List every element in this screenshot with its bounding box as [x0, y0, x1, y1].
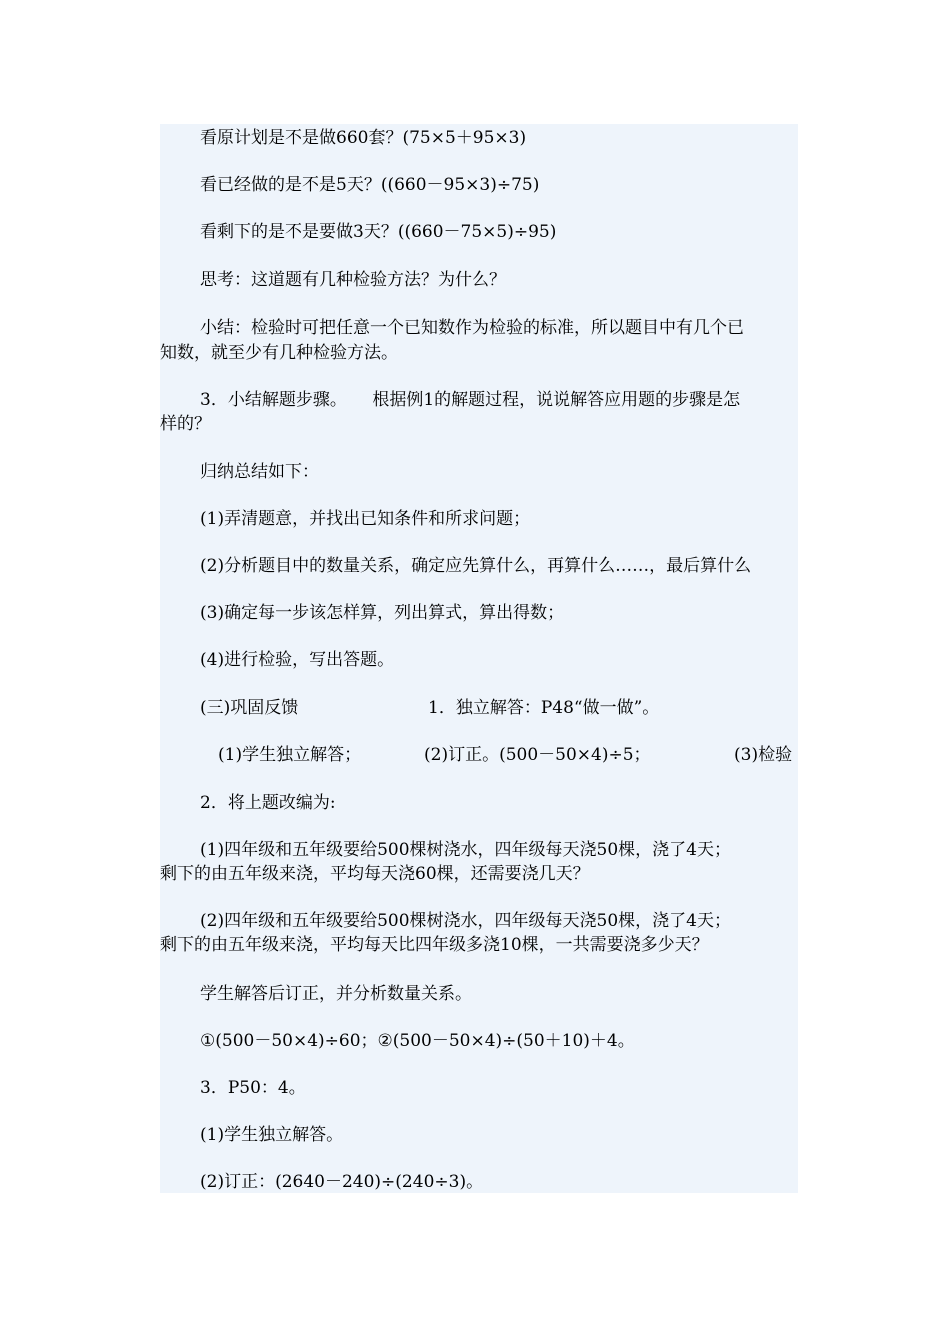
- check-remaining-line: 看剩下的是不是要做3天？((660－75×5)÷95): [200, 222, 557, 242]
- conclusion-heading: 归纳总结如下：: [200, 462, 319, 482]
- steps-heading-line-1: 3．小结解题步骤。 根据例1的解题过程，说说解答应用题的步骤是怎: [200, 390, 741, 410]
- think-question: 思考：这道题有几种检验方法？为什么？: [200, 270, 506, 290]
- steps-heading-line-2: 样的？: [160, 414, 211, 434]
- check-done-line: 看已经做的是不是5天？((660－95×3)÷75): [200, 175, 540, 195]
- step-2: (2)分析题目中的数量关系，确定应先算什么，再算什么……，最后算什么: [200, 556, 752, 576]
- summary-line-2: 知数，就至少有几种检验方法。: [160, 343, 398, 363]
- problem-1-line-2: 剩下的由五年级来浇，平均每天浇60棵，还需要浇几天？: [160, 864, 590, 884]
- exercise-3-heading: 3．P50：4。: [200, 1078, 306, 1098]
- exercise-1-heading: 1．独立解答：P48“做一做”。: [428, 698, 660, 718]
- student-answer-line: 学生解答后订正，并分析数量关系。: [200, 984, 472, 1004]
- check-plan-line: 看原计划是不是做660套？(75×5＋95×3): [200, 128, 527, 148]
- exercise-1-item-1: (1)学生独立解答；: [218, 745, 362, 765]
- exercise-3-item-1: (1)学生独立解答。: [200, 1125, 344, 1145]
- problem-1-line-1: (1)四年级和五年级要给500棵树浇水，四年级每天浇50棵，浇了4天；: [200, 840, 731, 860]
- step-1: (1)弄清题意，并找出已知条件和所求问题；: [200, 509, 531, 529]
- exercise-2-heading: 2．将上题改编为:: [200, 793, 336, 813]
- problem-2-line-1: (2)四年级和五年级要给500棵树浇水，四年级每天浇50棵，浇了4天；: [200, 911, 731, 931]
- answer-expressions: ①(500－50×4)÷60；②(500－50×4)÷(50＋10)＋4。: [200, 1031, 635, 1051]
- exercise-1-item-2: (2)订正。(500－50×4)÷5；: [424, 745, 651, 765]
- summary-line-1: 小结：检验时可把任意一个已知数作为检验的标准，所以题目中有几个已: [200, 318, 744, 338]
- problem-2-line-2: 剩下的由五年级来浇，平均每天比四年级多浇10棵，一共需要浇多少天？: [160, 935, 709, 955]
- step-3: (3)确定每一步该怎样算，列出算式，算出得数；: [200, 603, 565, 623]
- exercise-3-item-2: (2)订正：(2640－240)÷(240÷3)。: [200, 1172, 484, 1192]
- step-4: (4)进行检验，写出答题。: [200, 650, 395, 670]
- section-three-heading: (三)巩固反馈: [200, 698, 299, 718]
- exercise-1-item-3: (3)检验: [734, 745, 793, 765]
